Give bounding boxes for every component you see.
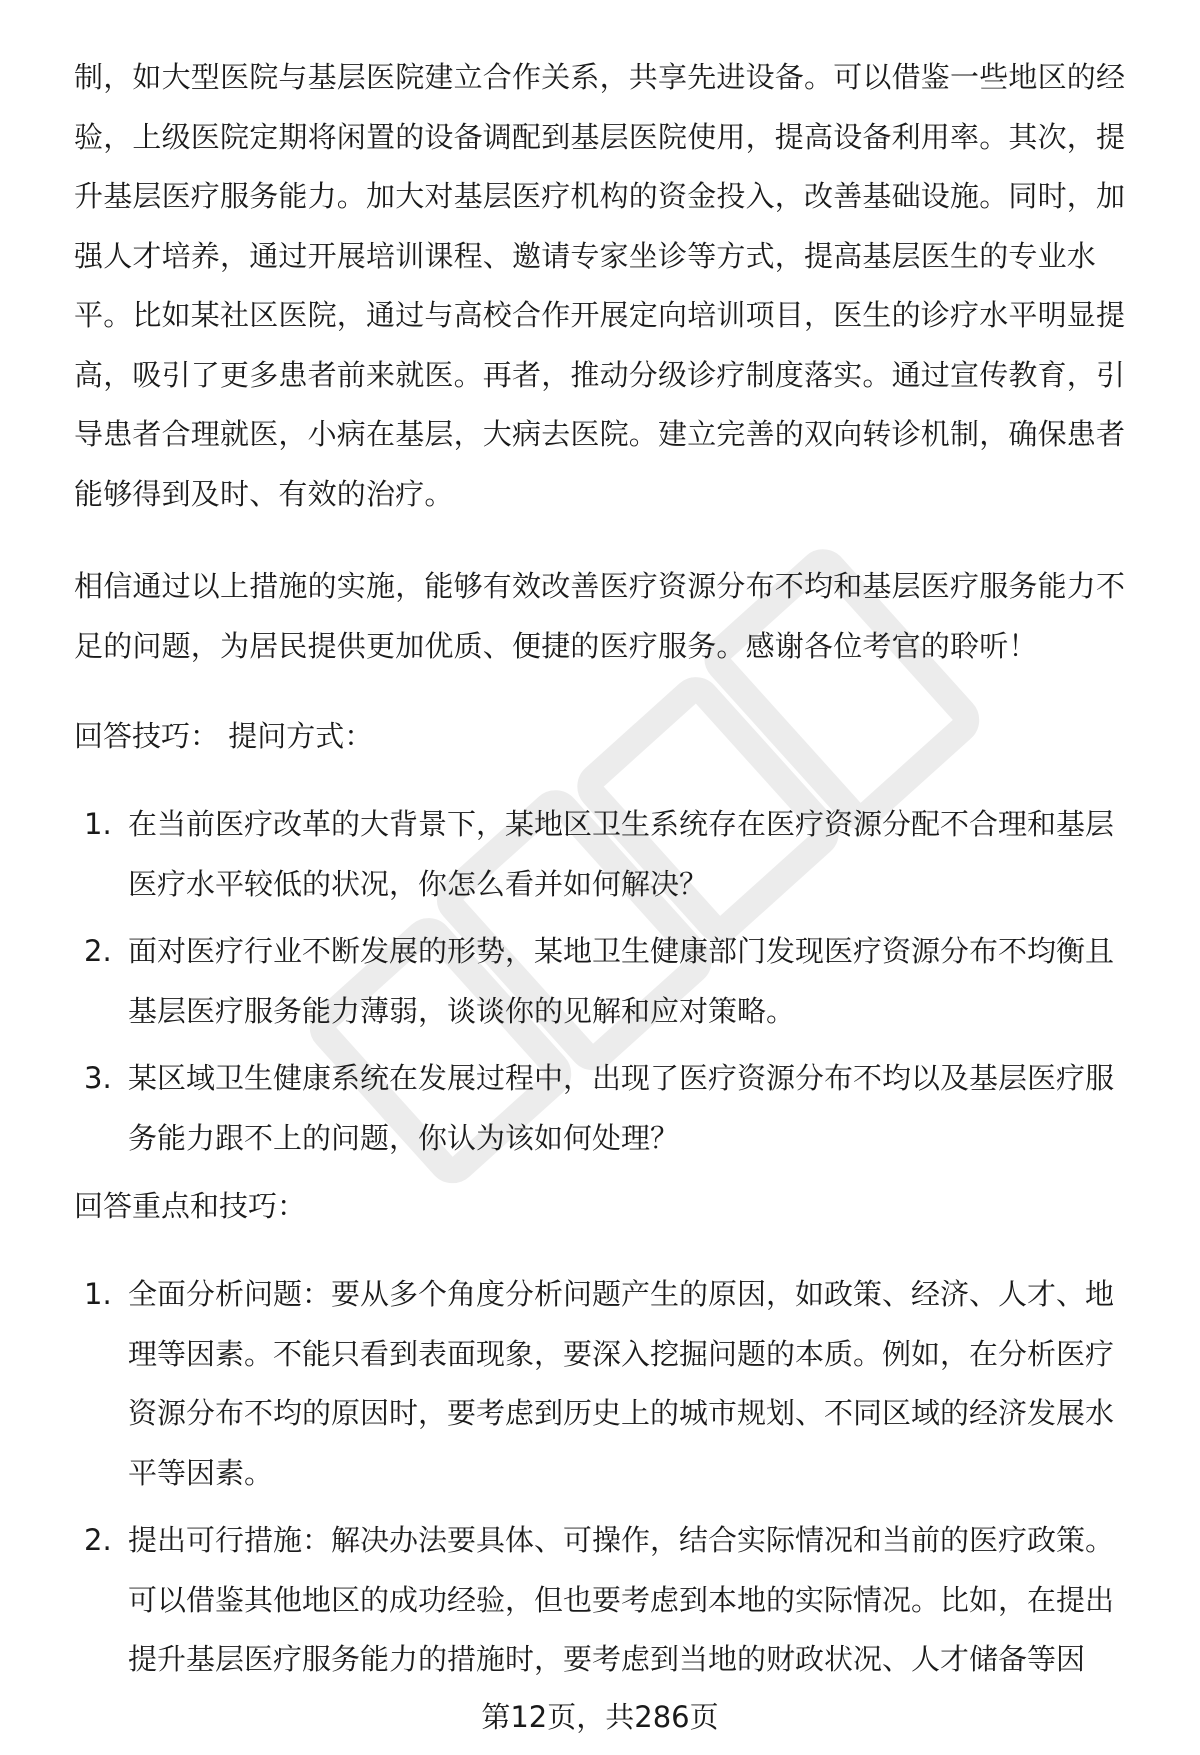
text-line: 验，上级医院定期将闲置的设备调配到基层医院使用，提高设备利用率。其次，提	[74, 119, 1126, 154]
text-line: 导患者合理就医，小病在基层，大病去医院。建立完善的双向转诊机制，确保患者	[74, 417, 1126, 451]
text-line: 平等因素。	[128, 1455, 274, 1490]
text-line: 在当前医疗改革的大背景下，某地区卫生系统存在医疗资源分配不合理和基层	[128, 807, 1115, 841]
text-line: 面对医疗行业不断发展的形势，某地卫生健康部门发现医疗资源分布不均衡且	[128, 934, 1115, 968]
text-line: 提升基层医疗服务能力的措施时，要考虑到当地的财政状况、人才储备等因	[128, 1642, 1086, 1676]
list-number: 2.	[84, 934, 112, 968]
key-points-list	[74, 1265, 1154, 1698]
text-line: 平。比如某社区医院，通过与高校合作开展定向培训项目，医生的诊疗水平明显提	[74, 298, 1126, 332]
text-line: 升基层医疗服务能力。加大对基层医疗机构的资金投入，改善基础设施。同时，加	[74, 179, 1126, 213]
text-line: 理等因素。不能只看到表面现象，要深入挖掘问题的本质。例如，在分析医疗	[128, 1336, 1115, 1371]
text-line: 某区域卫生健康系统在发展过程中，出现了医疗资源分布不均以及基层医疗服	[128, 1061, 1115, 1095]
text-line: 强人才培养，通过开展培训课程、邀请专家坐诊等方式，提高基层医生的专业水	[74, 238, 1097, 273]
text-line: 制，如大型医院与基层医院建立合作关系，共享先进设备。可以借鉴一些地区的经	[74, 60, 1126, 94]
text-line: 提出可行措施：解决办法要具体、可操作，结合实际情况和当前的医疗政策。	[128, 1523, 1115, 1557]
text-line: 高，吸引了更多患者前来就医。再者，推动分级诊疗制度落实。通过宣传教育，引	[74, 357, 1126, 392]
list-item	[74, 1049, 1154, 1168]
paragraph-continuation	[74, 48, 1146, 524]
section-heading-key-points: 回答重点和技巧：	[74, 1189, 307, 1223]
list-number: 1.	[84, 807, 112, 841]
list-number: 2.	[84, 1523, 112, 1557]
list-item	[74, 1265, 1154, 1503]
list-item	[74, 922, 1154, 1041]
text-line: 能够得到及时、有效的治疗。	[74, 476, 454, 511]
text-line: 资源分布不均的原因时，要考虑到历史上的城市规划、不同区域的经济发展水	[128, 1396, 1115, 1430]
page-counter: 第12页，共286页	[481, 1700, 719, 1734]
question-list	[74, 795, 1154, 1176]
list-number: 1.	[84, 1277, 112, 1311]
list-item	[74, 795, 1154, 914]
section-heading-question-styles: 回答技巧： 提问方式：	[74, 719, 374, 753]
list-item	[74, 1511, 1154, 1690]
text-line: 相信通过以上措施的实施，能够有效改善医疗资源分布不均和基层医疗服务能力不	[74, 569, 1126, 603]
text-line: 可以借鉴其他地区的成功经验，但也要考虑到本地的实际情况。比如，在提出	[128, 1582, 1115, 1617]
paragraph-conclusion	[74, 557, 1146, 676]
text-line: 足的问题，为居民提供更加优质、便捷的医疗服务。感谢各位考官的聆听！	[74, 628, 1038, 663]
text-line: 医疗水平较低的状况，你怎么看并如何解决？	[128, 866, 709, 901]
list-number: 3.	[84, 1061, 112, 1095]
text-line: 务能力跟不上的问题，你认为该如何处理？	[128, 1120, 680, 1155]
text-line: 全面分析问题：要从多个角度分析问题产生的原因，如政策、经济、人才、地	[128, 1277, 1115, 1311]
text-line: 基层医疗服务能力薄弱，谈谈你的见解和应对策略。	[128, 993, 796, 1028]
